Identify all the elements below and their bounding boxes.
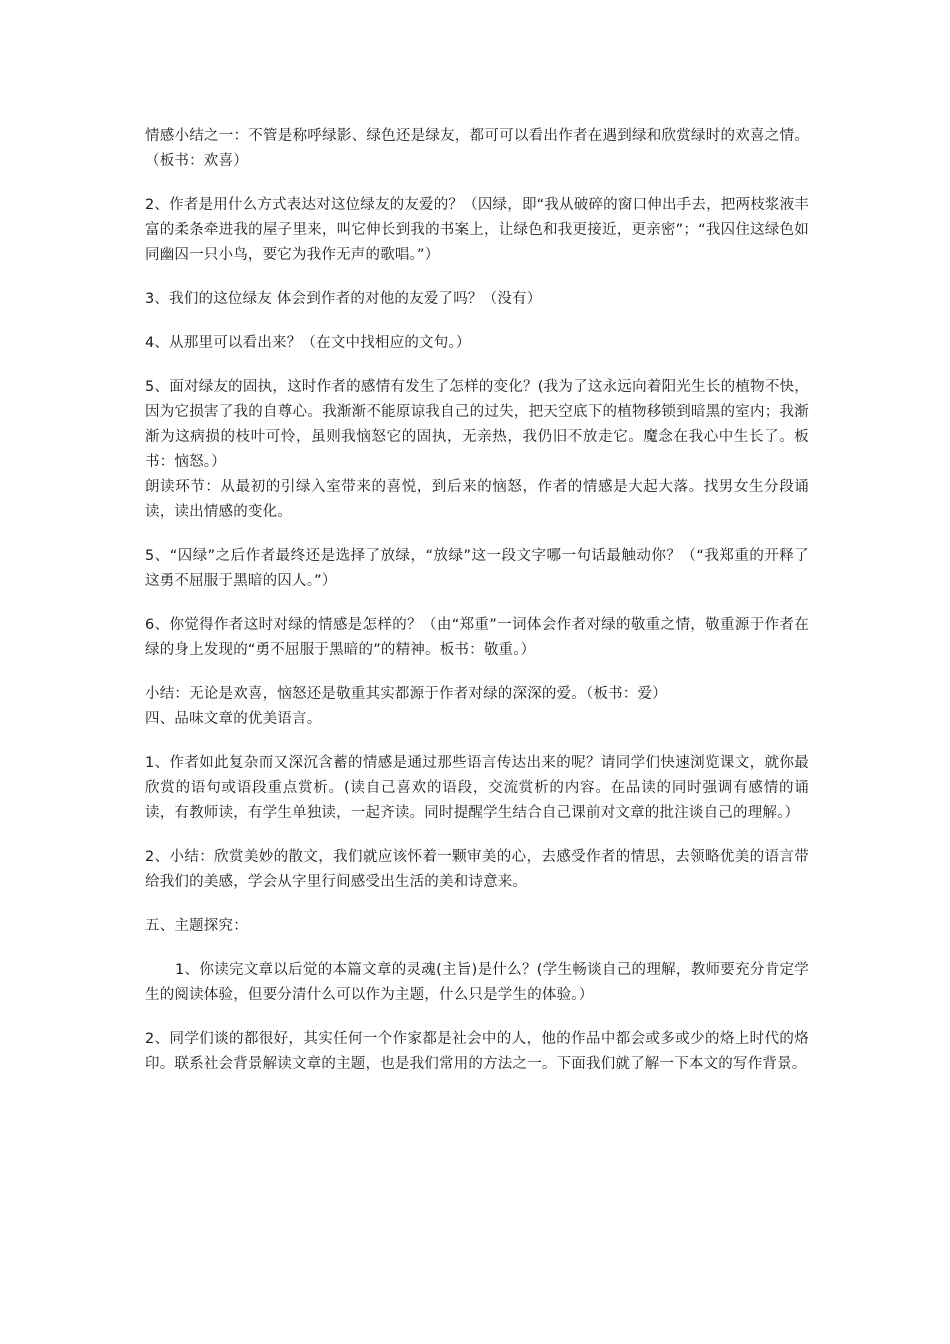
section-heading-5: 五、主题探究： [145, 918, 248, 934]
section-heading-4: 四、品味文章的优美语言。 [145, 711, 322, 727]
paragraph-theme-1: 1、你读完文章以后觉的本篇文章的灵魂(主旨)是什么？(学生畅谈自己的理解，教师要充分肯定学生的阅读体验，但要分清什么可以作为主题，什么只是学生的体验。） [145, 962, 809, 1003]
paragraph-reading-session: 朗读环节：从最初的引绿入室带来的喜悦，到后来的恼怒，作者的情感是大起大落。找男女生分段诵读，读出情感的变化。 [145, 479, 809, 520]
paragraph-question-4: 4、从那里可以看出来？（在文中找相应的文句。） [145, 335, 471, 351]
paragraph-question-3: 3、我们的这位绿友 体会到作者的对他的友爱了吗？（没有） [145, 291, 542, 307]
paragraph-language-2: 2、小结：欣赏美妙的散文，我们就应该怀着一颗审美的心，去感受作者的情思，去领略优美的语言带给我们的美感，学会从字里行间感受出生活的美和诗意来。 [145, 849, 809, 890]
document-page [145, 124, 809, 1096]
paragraph-question-2: 2、作者是用什么方式表达对这位绿友的友爱的？（囚绿，即“我从破碎的窗口伸出手去，把两枝浆液丰富的柔条牵进我的屋子里来，叫它伸长到我的书案上，让绿色和我更接近，更亲密”；“我囚住这绿色如同幽囚一只小鸟，要它为我作无声的歌唱。”） [145, 197, 809, 263]
paragraph-question-5b: 5、“囚绿”之后作者最终还是选择了放绿，“放绿”这一段文字哪一句话最触动你？（“我郑重的开释了这勇不屈服于黑暗的囚人。”） [145, 548, 809, 589]
paragraph-summary-love: 小结：无论是欢喜，恼怒还是敬重其实都源于作者对绿的深深的爱。（板书：爱） [145, 686, 667, 702]
paragraph-theme-2: 2、同学们谈的都很好，其实任何一个作家都是社会中的人，他的作品中都会或多或少的烙上时代的烙印。联系社会背景解读文章的主题，也是我们常用的方法之一。下面我们就了解一下本文的写作背景。 [145, 1031, 809, 1072]
paragraph-question-6: 6、你觉得作者这时对绿的情感是怎样的？（由“郑重”一词体会作者对绿的敬重之情，敬重源于作者在绿的身上发现的“勇不屈服于黑暗的”的精神。板书：敬重。） [145, 617, 809, 658]
paragraph-emotion-summary-1: 情感小结之一：不管是称呼绿影、绿色还是绿友，都可可以看出作者在遇到绿和欣赏绿时的欢喜之情。（板书：欢喜） [145, 128, 809, 169]
paragraph-question-5a: 5、面对绿友的固执，这时作者的感情有发生了怎样的变化？(我为了这永远向着阳光生长的植物不快，因为它损害了我的自尊心。我渐渐不能原谅我自己的过失，把天空底下的植物移锁到暗黑的室内；我渐渐为这病损的枝叶可怜，虽则我恼怒它的固执，无亲热，我仍旧不放走它。魔念在我心中生长了。板书：恼怒。） [145, 379, 810, 470]
paragraph-language-1: 1、作者如此复杂而又深沉含蓄的情感是通过那些语言传达出来的呢？请同学们快速浏览课文，就你最欣赏的语句或语段重点赏析。(读自己喜欢的语段，交流赏析的内容。在品读的同时强调有感情的诵读，有教师读，有学生单独读，一起齐读。同时提醒学生结合自己课前对文章的批注谈自己的理解。） [145, 755, 809, 821]
